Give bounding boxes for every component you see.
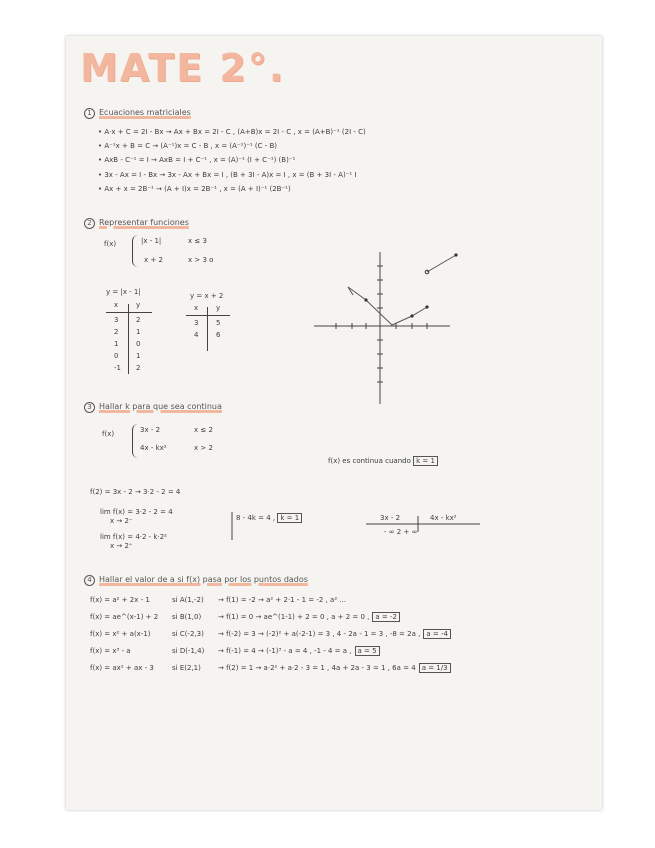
- table-1-y-cell: 0: [136, 340, 141, 348]
- table-2-vline: [207, 307, 208, 351]
- s3-brace: [132, 424, 138, 458]
- graph-open-point: [425, 270, 429, 274]
- section-3-title: Hallar k para que sea continua: [99, 402, 222, 411]
- s2-fx-label: f(x): [104, 240, 117, 248]
- table-1-y-cell: 1: [136, 352, 141, 360]
- section-4-number: 4: [84, 575, 95, 586]
- graph-line-branch: [427, 255, 456, 272]
- s4-point: si B(1,0): [172, 613, 202, 621]
- s4-answer: a = 1/3: [419, 663, 451, 673]
- s3-case-2: 4x - kx²: [140, 444, 167, 452]
- s4-point: si C(-2,3): [172, 630, 204, 638]
- table-2-x-cell: 3: [194, 319, 199, 327]
- s3-lim-right-sub: x → 2⁺: [110, 542, 133, 550]
- s3-result-prefix: 8 - 4k = 4 ,: [236, 514, 276, 522]
- s4-work: → f(-1) = 4 → (-1)³ - a = 4 , -1 - 4 = a ,: [218, 647, 352, 655]
- s4-point: si E(2,1): [172, 664, 201, 672]
- table-2-y-cell: 5: [216, 319, 221, 327]
- s4-row: [90, 647, 380, 656]
- table-1-x-cell: 1: [114, 340, 119, 348]
- page-title: MATE 2°.: [80, 46, 286, 90]
- table-2-y-cell: 6: [216, 331, 221, 339]
- section-3-number: 3: [84, 402, 95, 413]
- section-4-heading: [84, 575, 308, 586]
- graph-point: [454, 253, 457, 256]
- s3-sign-axis: - ∞ 2 + ∞: [384, 528, 418, 536]
- table-1-vline: [128, 304, 129, 374]
- s4-function: f(x) = ax² + ax - 3: [90, 664, 154, 672]
- s3-sign-left: 3x - 2: [380, 514, 401, 522]
- s3-result-answer: k = 1: [277, 513, 302, 523]
- section-2-number: 2: [84, 218, 95, 229]
- table-1-x-cell: 3: [114, 316, 119, 324]
- table-1-x-cell: 2: [114, 328, 119, 336]
- section-4-title: Hallar el valor de a si f(x) pasa por los puntos dados: [99, 575, 308, 584]
- table-2-title: y = x + 2: [190, 292, 224, 300]
- s4-answer: a = -4: [423, 629, 451, 639]
- table-2-y-header: y: [216, 304, 221, 312]
- section-1-number: 1: [84, 108, 95, 119]
- s4-row: [90, 630, 451, 639]
- table-2-x-header: x: [194, 304, 199, 312]
- s4-work: → f(2) = 1 → a·2² + a·2 - 3 = 1 , 4a + 2a - 3 = 1 , 6a = 4: [218, 664, 416, 672]
- table-1-y-cell: 2: [136, 316, 141, 324]
- s3-cond-1: x ≤ 2: [194, 426, 213, 434]
- s4-function: f(x) = a² + 2x - 1: [90, 596, 150, 604]
- s1-line-5: • Ax + x = 2B⁻¹ → (A + I)x = 2B⁻¹ , x = (A + I)⁻¹ (2B⁻¹): [98, 185, 291, 193]
- s4-work: → f(-2) = 3 → (-2)² + a(-2-1) = 3 , 4 - 2a - 1 = 3 , -8 = 2a ,: [218, 630, 421, 638]
- s3-lim-left-sub: x → 2⁻: [110, 517, 133, 525]
- s3-continua-note: [328, 457, 438, 466]
- graph-ticks: [336, 266, 427, 382]
- s1-line-1: • A·x + C = 2I - Bx → Ax + Bx = 2I - C , (A+B)x = 2I - C , x = (A+B)⁻¹ (2I - C): [98, 128, 366, 136]
- table-1-y-header: y: [136, 301, 141, 309]
- s3-lim-right: lim f(x) = 4·2 - k·2²: [100, 533, 167, 541]
- table-2-x-cell: 4: [194, 331, 199, 339]
- s3-result: [236, 514, 302, 523]
- s4-row: [90, 664, 451, 673]
- s4-function: f(x) = x³ - a: [90, 647, 131, 655]
- section-1-title: Ecuaciones matriciales: [99, 108, 191, 117]
- s3-case-1: 3x - 2: [140, 426, 161, 434]
- s4-point: si D(-1,4): [172, 647, 205, 655]
- graph-arrow-tail: [348, 287, 353, 295]
- s4-work: → f(1) = -2 → a² + 2·1 - 1 = -2 , a² ...: [218, 596, 347, 604]
- table-1-y-cell: 2: [136, 364, 141, 372]
- table-1-x-header: x: [114, 301, 119, 309]
- table-2-hline: [186, 315, 230, 316]
- s1-line-2: • A⁻¹x + B = C → (A⁻¹)x = C - B , x = (A⁻¹)⁻¹ (C - B): [98, 142, 278, 150]
- s2-cond-1: x ≤ 3: [188, 237, 207, 245]
- s2-case-2: x + 2: [144, 256, 163, 264]
- s1-line-4: • 3x - Ax = I - Bx → 3x - Ax + Bx = I , (B + 3I - A)x = I , x = (B + 3I - A)⁻¹ I: [98, 171, 357, 179]
- graph-point: [364, 298, 367, 301]
- s4-function: f(x) = x² + a(x-1): [90, 630, 151, 638]
- table-1-hline: [106, 312, 152, 313]
- s3-continua-answer: k = 1: [413, 456, 438, 466]
- s3-fx-label: f(x): [102, 430, 115, 438]
- s2-cond-2: x > 3 o: [188, 256, 214, 264]
- graph-point: [425, 305, 428, 308]
- table-1-title: y = |x - 1|: [106, 288, 141, 296]
- s2-brace: [132, 235, 138, 267]
- section-1-heading: [84, 108, 191, 119]
- section-2-heading: [84, 218, 189, 229]
- s4-answer: a = -2: [372, 612, 400, 622]
- s4-answer: a = 5: [355, 646, 380, 656]
- s3-f2: f(2) = 3x - 2 → 3·2 - 2 = 4: [90, 488, 181, 496]
- s4-point: si A(1,-2): [172, 596, 204, 604]
- table-1-x-cell: -1: [114, 364, 121, 372]
- s1-line-3: • AxB - C⁻¹ = I → AxB = I + C⁻¹ , x = (A)⁻¹ (I + C⁻¹) (B)⁻¹: [98, 156, 296, 164]
- section-2-title: Representar funciones: [99, 218, 189, 227]
- s2-case-1: |x - 1|: [141, 237, 162, 245]
- function-graph: [66, 36, 602, 810]
- s4-row: [90, 613, 400, 622]
- graph-point: [410, 314, 413, 317]
- s3-cond-2: x > 2: [194, 444, 213, 452]
- s3-sign-right: 4x - kx²: [430, 514, 457, 522]
- table-1-y-cell: 1: [136, 328, 141, 336]
- graph-abs-branch: [348, 287, 427, 325]
- s4-row: [90, 596, 346, 605]
- table-1-x-cell: 0: [114, 352, 119, 360]
- notebook-page: [66, 36, 602, 810]
- s4-work: → f(1) = 0 → ae^(1-1) + 2 = 0 , a + 2 = 0 ,: [218, 613, 370, 621]
- s3-lim-left: lim f(x) = 3·2 - 2 = 4: [100, 508, 173, 516]
- s4-function: f(x) = ae^(x-1) + 2: [90, 613, 159, 621]
- section-3-heading: [84, 402, 222, 413]
- s3-continua-text: f(x) es continua cuando: [328, 457, 411, 465]
